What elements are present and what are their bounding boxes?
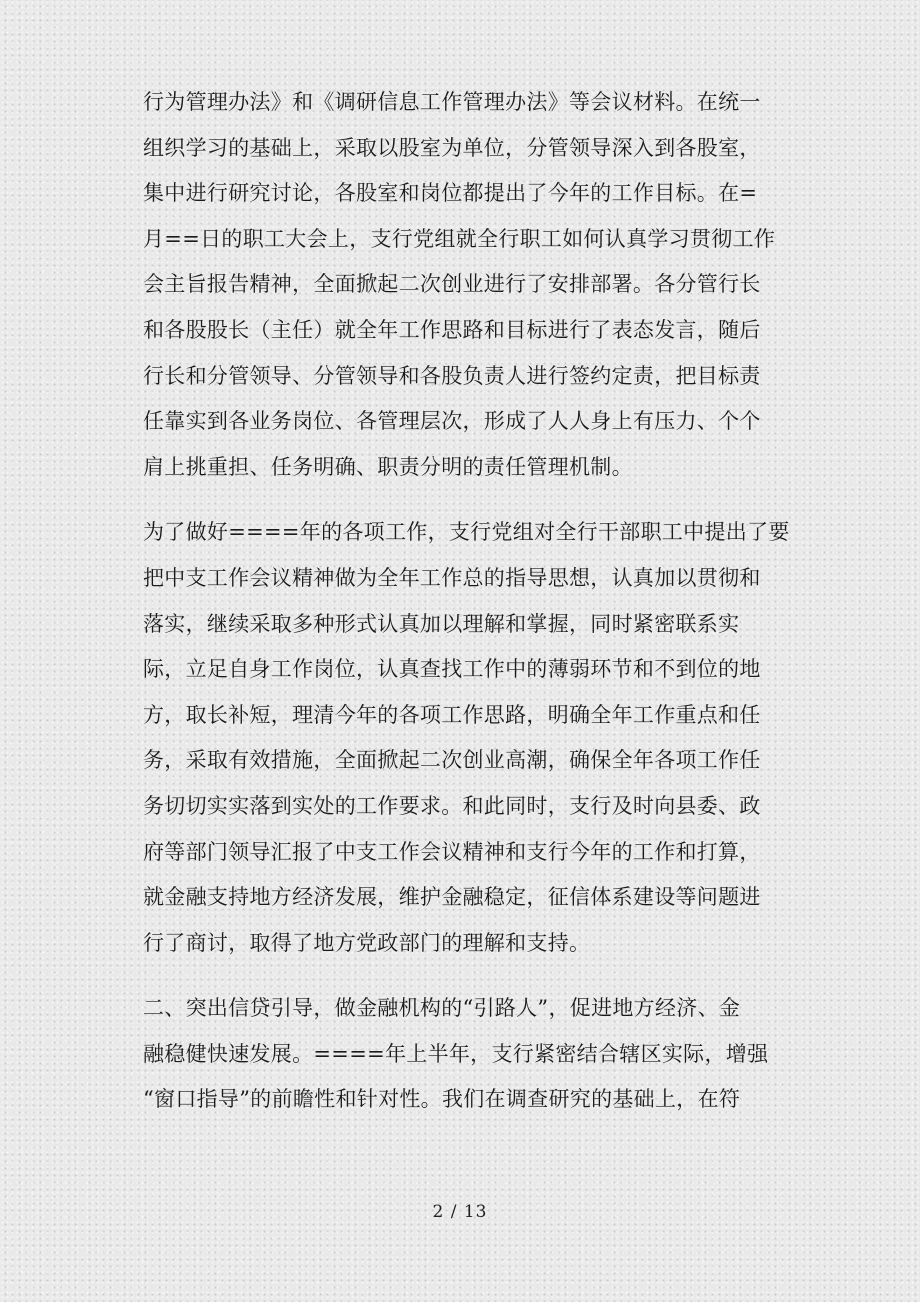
text-line: 肩上挑重担、任务明确、职责分明的责任管理机制。 <box>143 454 633 479</box>
text-line: 际，立足自身工作岗位，认真查找工作中的薄弱环节和不到位的地 <box>143 657 761 682</box>
paragraph-1 <box>143 80 779 490</box>
text-line: 为了做好====年的各项工作，支行党组对全行干部职工中提出了要 <box>143 520 790 545</box>
page-number: 2 / 13 <box>432 1202 488 1222</box>
paragraph-2 <box>143 510 790 966</box>
text-line: 就金融支持地方经济发展，维护金融稳定，征信体系建设等问题进 <box>143 885 761 910</box>
text-line: 行了商讨，取得了地方党政部门的理解和支持。 <box>143 930 591 955</box>
text-line: 把中支工作会议精神做为全年工作总的指导思想，认真加以贯彻和 <box>143 565 761 590</box>
text-line: 任靠实到各业务岗位、各管理层次，形成了人人身上有压力、个个 <box>143 409 761 434</box>
text-line: 和各股股长（主任）就全年工作思路和目标进行了表态发言，随后 <box>143 317 761 342</box>
body-text <box>143 80 790 1143</box>
text-line: “窗口指导”的前瞻性和针对性。我们在调查研究的基础上，在符 <box>143 1087 741 1112</box>
text-line: 二、突出信贷引导，做金融机构的“引路人”，促进地方经济、金 <box>143 996 741 1021</box>
text-line: 行长和分管领导、分管领导和各股负责人进行签约定责，把目标责 <box>143 363 761 388</box>
paragraph-3 <box>143 986 779 1123</box>
text-line: 组织学习的基础上，采取以股室为单位，分管领导深入到各股室， <box>143 135 761 160</box>
text-line: 府等部门领导汇报了中支工作会议精神和支行今年的工作和打算， <box>143 839 761 864</box>
text-line: 行为管理办法》和《调研信息工作管理办法》等会议材料。在统一 <box>143 90 761 114</box>
text-line: 集中进行研究讨论，各股室和岗位都提出了今年的工作目标。在= <box>143 181 758 206</box>
text-line: 落实，继续采取多种形式认真加以理解和掌握，同时紧密联系实 <box>143 611 740 636</box>
text-line: 融稳健快速发展。====年上半年，支行紧密结合辖区实际，增强 <box>143 1041 769 1066</box>
text-line: 月==日的职工大会上，支行党组就全行职工如何认真学习贯彻工作 <box>143 226 776 251</box>
text-line: 务，采取有效措施，全面掀起二次创业高潮，确保全年各项工作任 <box>143 748 761 773</box>
text-line: 会主旨报告精神，全面掀起二次创业进行了安排部署。各分管行长 <box>143 272 761 297</box>
text-line: 务切切实实落到实处的工作要求。和此同时，支行及时向县委、政 <box>143 793 761 818</box>
text-line: 方，取长补短，理清今年的各项工作思路，明确全年工作重点和任 <box>143 702 761 727</box>
